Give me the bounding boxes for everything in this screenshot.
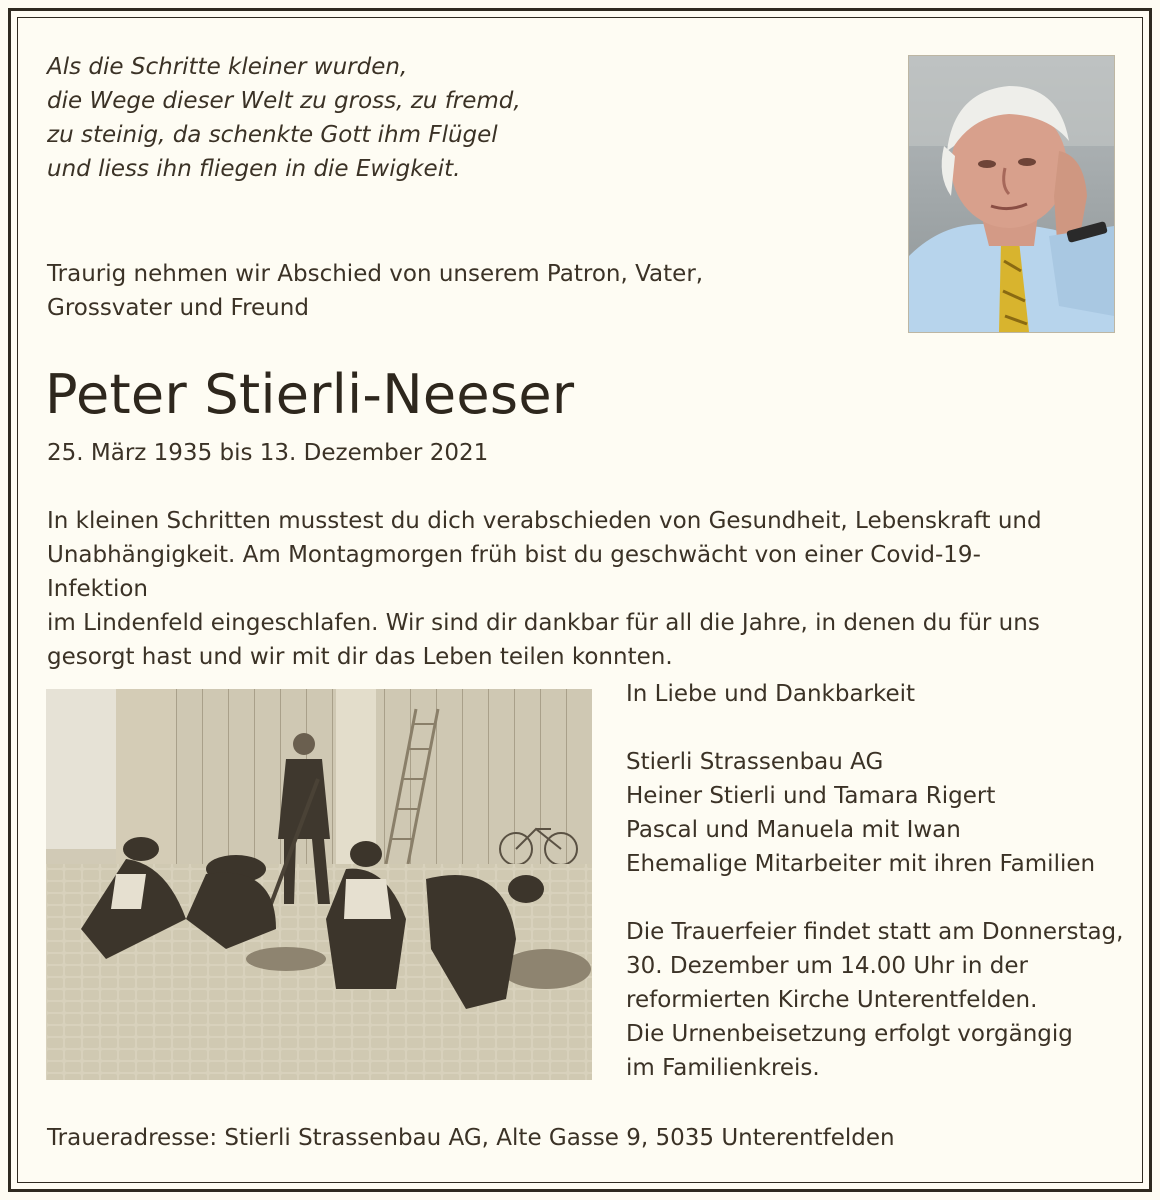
ceremony-line: Die Urnenbeisetzung erfolgt vorgängig xyxy=(626,1021,1073,1047)
poem xyxy=(47,50,521,186)
mourner-name: Ehemalige Mitarbeiter mit ihren Familien xyxy=(626,851,1096,877)
life-dates: 25. März 1935 bis 13. Dezember 2021 xyxy=(47,440,489,466)
mourner-name: Heiner Stierli und Tamara Rigert xyxy=(626,783,996,809)
intro-line: Grossvater und Freund xyxy=(47,295,309,321)
body-line: Unabhängigkeit. Am Montagmorgen früh bist du geschwächt von einer Covid-19-Infektion xyxy=(47,542,981,602)
ceremony-line: Die Trauerfeier findet statt am Donnerstag, xyxy=(626,919,1124,945)
portrait-photo xyxy=(908,55,1115,333)
body-text xyxy=(47,504,1047,674)
mourning-address: Traueradresse: Stierli Strassenbau AG, Alte Gasse 9, 5035 Unterentfelden xyxy=(47,1125,895,1151)
mourners-and-ceremony xyxy=(626,677,1123,1085)
intro-text xyxy=(47,257,703,325)
body-line: In kleinen Schritten musstest du dich verabschieden von Gesundheit, Lebenskraft und xyxy=(47,508,1042,534)
ceremony-line: 30. Dezember um 14.00 Uhr in der xyxy=(626,953,1029,979)
mourner-name: Stierli Strassenbau AG xyxy=(626,749,884,775)
ceremony-line: im Familienkreis. xyxy=(626,1055,820,1081)
intro-line: Traurig nehmen wir Abschied von unserem Patron, Vater, xyxy=(47,261,704,287)
body-line: im Lindenfeld eingeschlafen. Wir sind dir dankbar für all die Jahre, in denen du für uns xyxy=(47,610,1040,636)
poem-line: die Wege dieser Welt zu gross, zu fremd, xyxy=(47,88,521,114)
closing-phrase: In Liebe und Dankbarkeit xyxy=(626,681,916,707)
deceased-name: Peter Stierli-Neeser xyxy=(45,363,575,426)
poem-line: Als die Schritte kleiner wurden, xyxy=(47,54,408,80)
poem-line: zu steinig, da schenkte Gott ihm Flügel xyxy=(47,122,498,148)
historical-workers-photo xyxy=(46,689,592,1080)
ceremony-line: reformierten Kirche Unterentfelden. xyxy=(626,987,1038,1013)
poem-line: und liess ihn fliegen in die Ewigkeit. xyxy=(47,156,461,182)
mourner-name: Pascal und Manuela mit Iwan xyxy=(626,817,961,843)
body-line: gesorgt hast und wir mit dir das Leben teilen konnten. xyxy=(47,644,673,670)
